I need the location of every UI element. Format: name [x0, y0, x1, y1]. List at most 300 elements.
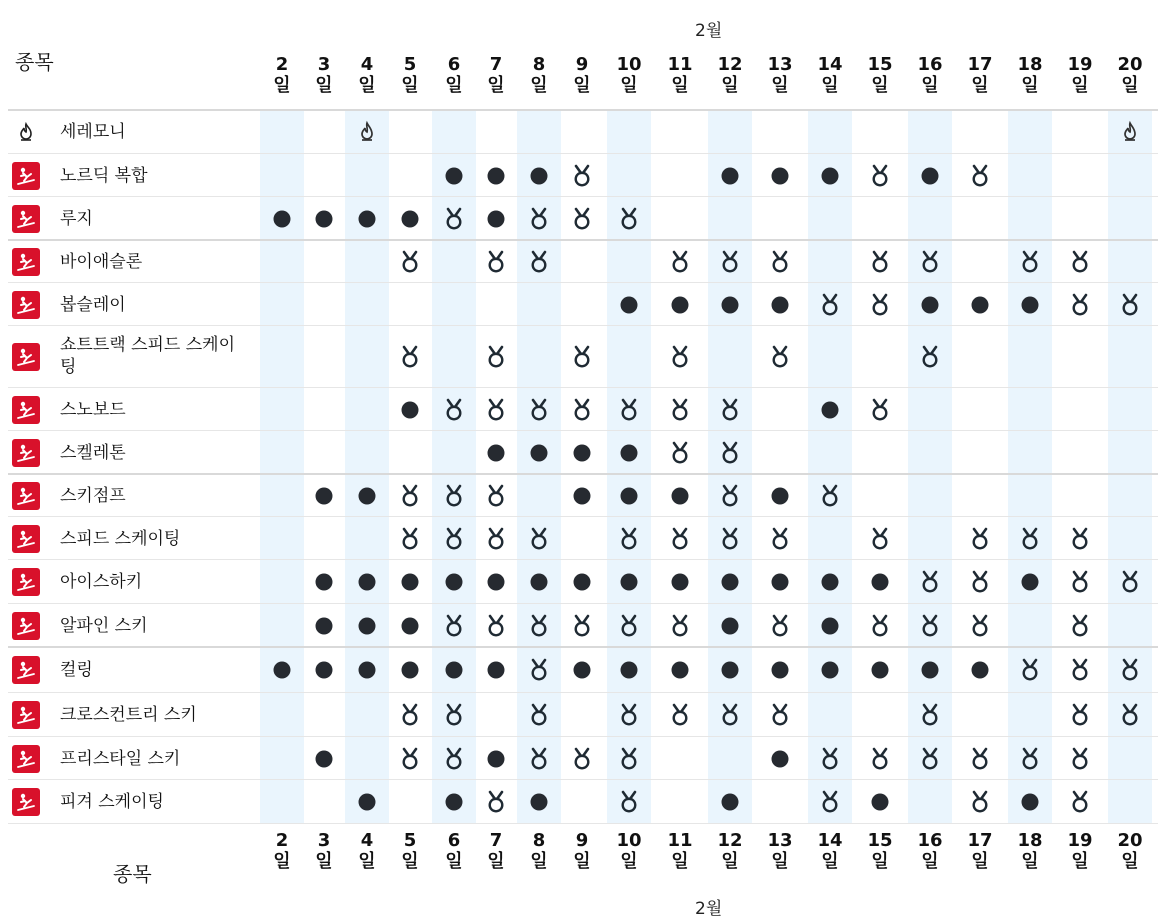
sport-name: 스켈레톤	[60, 442, 126, 463]
medal-event-icon	[570, 344, 594, 370]
event-dot	[570, 483, 594, 509]
medal-event-icon	[918, 344, 942, 370]
event-dot	[270, 657, 294, 683]
event-dot	[355, 206, 379, 232]
medal-event-icon	[527, 746, 551, 772]
medal-event-icon	[484, 344, 508, 370]
event-dot	[718, 613, 742, 639]
day-number: 17	[967, 830, 993, 851]
day-suffix: 일	[921, 851, 939, 872]
day-suffix: 일	[530, 851, 548, 872]
event-dot	[442, 789, 466, 815]
event-dot	[484, 746, 508, 772]
medal-event-icon	[1068, 526, 1092, 552]
event-dot	[718, 657, 742, 683]
medal-event-icon	[1068, 249, 1092, 275]
bottom-day-13	[757, 830, 803, 872]
day-suffix: 일	[671, 851, 689, 872]
event-dot	[818, 657, 842, 683]
medal-event-icon	[484, 249, 508, 275]
medal-event-icon	[617, 702, 641, 728]
event-dot	[768, 657, 792, 683]
event-dot	[442, 163, 466, 189]
medal-event-icon	[527, 397, 551, 423]
medal-event-icon	[918, 249, 942, 275]
event-dot	[312, 746, 336, 772]
day-number: 14	[817, 54, 843, 75]
top-day-19	[1057, 54, 1103, 96]
medal-event-icon	[1068, 657, 1092, 683]
day-number: 16	[917, 830, 943, 851]
event-dot	[398, 657, 422, 683]
day-suffix: 일	[401, 75, 419, 96]
medal-event-icon	[527, 206, 551, 232]
medal-event-icon	[868, 397, 892, 423]
event-dot	[617, 483, 641, 509]
sport-name: 알파인 스키	[60, 615, 148, 636]
day-suffix: 일	[921, 75, 939, 96]
event-dot	[718, 292, 742, 318]
row-divider	[8, 603, 1158, 604]
sport-name: 피겨 스케이팅	[60, 791, 164, 812]
medal-event-icon	[484, 789, 508, 815]
day-number: 6	[447, 54, 461, 75]
event-dot	[668, 569, 692, 595]
bottom-day-2	[259, 830, 305, 872]
event-dot	[918, 163, 942, 189]
medal-event-icon	[668, 397, 692, 423]
day-number: 15	[867, 830, 893, 851]
event-dot	[312, 613, 336, 639]
sport-name: 쇼트트랙 스피드 스케이팅	[60, 335, 236, 377]
event-dot	[918, 292, 942, 318]
medal-event-icon	[1118, 569, 1142, 595]
alpine-skiing-icon	[12, 612, 40, 640]
top-day-10	[606, 54, 652, 96]
bottom-day-7	[473, 830, 519, 872]
medal-event-icon	[398, 746, 422, 772]
day-suffix: 일	[671, 75, 689, 96]
row-divider	[8, 239, 1158, 241]
event-dot	[570, 657, 594, 683]
event-dot	[484, 163, 508, 189]
medal-event-icon	[968, 526, 992, 552]
medal-event-icon	[527, 613, 551, 639]
event-dot	[718, 569, 742, 595]
event-dot	[1018, 789, 1042, 815]
day-number: 18	[1017, 54, 1043, 75]
event-dot	[768, 292, 792, 318]
column-stripe	[808, 110, 852, 823]
freestyle-icon	[12, 745, 40, 773]
day-suffix: 일	[1021, 75, 1039, 96]
flame-icon	[12, 118, 40, 146]
event-dot	[868, 569, 892, 595]
event-dot	[398, 569, 422, 595]
medal-event-icon	[617, 397, 641, 423]
medal-event-icon	[868, 163, 892, 189]
event-dot	[355, 613, 379, 639]
sport-name: 아이스하키	[60, 572, 143, 592]
top-day-6	[431, 54, 477, 96]
day-suffix: 일	[1121, 851, 1139, 872]
sport-name: 세레모니	[60, 122, 126, 142]
top-day-20	[1107, 54, 1153, 96]
day-suffix: 일	[445, 851, 463, 872]
medal-event-icon	[527, 249, 551, 275]
event-dot	[668, 657, 692, 683]
medal-event-icon	[398, 344, 422, 370]
top-month-label: 2월	[695, 21, 723, 41]
event-dot	[527, 163, 551, 189]
event-dot	[570, 569, 594, 595]
event-dot	[968, 292, 992, 318]
medal-event-icon	[918, 746, 942, 772]
medal-event-icon	[668, 440, 692, 466]
event-dot	[398, 613, 422, 639]
row-divider	[8, 153, 1158, 154]
bottom-month-label: 2월	[695, 899, 723, 919]
figure-skating-icon	[12, 788, 40, 816]
day-suffix: 일	[273, 75, 291, 96]
day-suffix: 일	[821, 851, 839, 872]
day-number: 8	[532, 54, 546, 75]
medal-event-icon	[484, 526, 508, 552]
medal-event-icon	[527, 657, 551, 683]
top-day-16	[907, 54, 953, 96]
row-divider	[8, 736, 1158, 737]
medal-event-icon	[918, 569, 942, 595]
day-suffix: 일	[358, 851, 376, 872]
sport-name: 루지	[60, 208, 93, 229]
bottom-day-20	[1107, 830, 1153, 872]
row-divider	[8, 646, 1158, 648]
medal-event-icon	[1068, 789, 1092, 815]
medal-event-icon	[1068, 292, 1092, 318]
day-number: 10	[616, 830, 642, 851]
medal-event-icon	[968, 569, 992, 595]
top-day-7	[473, 54, 519, 96]
event-dot	[484, 569, 508, 595]
medal-event-icon	[1068, 702, 1092, 728]
medal-event-icon	[968, 163, 992, 189]
medal-event-icon	[442, 206, 466, 232]
day-suffix: 일	[721, 75, 739, 96]
medal-event-icon	[668, 613, 692, 639]
event-dot	[442, 657, 466, 683]
event-dot	[668, 483, 692, 509]
event-dot	[527, 789, 551, 815]
medal-event-icon	[768, 526, 792, 552]
medal-event-icon	[617, 789, 641, 815]
day-suffix: 일	[487, 75, 505, 96]
event-dot	[718, 163, 742, 189]
medal-event-icon	[398, 526, 422, 552]
bottom-day-8	[516, 830, 562, 872]
medal-event-icon	[1018, 249, 1042, 275]
sport-name: 스피드 스케이팅	[60, 528, 181, 549]
sport-name: 컬링	[60, 660, 93, 680]
day-suffix: 일	[871, 851, 889, 872]
day-number: 12	[717, 54, 743, 75]
day-number: 13	[767, 830, 793, 851]
medal-event-icon	[668, 526, 692, 552]
day-number: 3	[317, 830, 331, 851]
event-dot	[868, 657, 892, 683]
day-suffix: 일	[620, 851, 638, 872]
event-dot	[768, 569, 792, 595]
day-number: 10	[616, 54, 642, 75]
biathlon-icon	[12, 248, 40, 276]
medal-event-icon	[617, 613, 641, 639]
event-dot	[312, 657, 336, 683]
day-number: 12	[717, 830, 743, 851]
bottom-day-10	[606, 830, 652, 872]
day-suffix: 일	[821, 75, 839, 96]
medal-event-icon	[718, 526, 742, 552]
day-number: 8	[532, 830, 546, 851]
day-number: 11	[667, 830, 693, 851]
day-number: 11	[667, 54, 693, 75]
medal-event-icon	[718, 702, 742, 728]
medal-event-icon	[918, 613, 942, 639]
bottom-day-17	[957, 830, 1003, 872]
row-divider	[8, 387, 1158, 388]
medal-event-icon	[398, 702, 422, 728]
day-suffix: 일	[401, 851, 419, 872]
sport-name: 스키점프	[60, 485, 126, 506]
top-sport-column-label: 종목	[15, 50, 54, 74]
day-number: 2	[275, 54, 289, 75]
medal-event-icon	[868, 292, 892, 318]
sport-name: 스노보드	[60, 399, 126, 420]
bottom-sport-column-label: 종목	[113, 862, 152, 886]
row-divider	[8, 473, 1158, 475]
medal-event-icon	[1068, 746, 1092, 772]
luge-icon	[12, 205, 40, 233]
top-day-2	[259, 54, 305, 96]
top-day-9	[559, 54, 605, 96]
cross-country-icon	[12, 701, 40, 729]
bottom-day-15	[857, 830, 903, 872]
bottom-day-4	[344, 830, 390, 872]
event-dot	[527, 440, 551, 466]
ceremony-flame-icon	[355, 119, 379, 145]
bottom-day-3	[301, 830, 347, 872]
medal-event-icon	[1068, 613, 1092, 639]
day-number: 15	[867, 54, 893, 75]
event-dot	[768, 483, 792, 509]
day-suffix: 일	[771, 851, 789, 872]
medal-event-icon	[617, 746, 641, 772]
sport-name: 봅슬레이	[60, 294, 126, 315]
top-day-8	[516, 54, 562, 96]
event-dot	[270, 206, 294, 232]
event-dot	[668, 292, 692, 318]
event-dot	[768, 746, 792, 772]
day-number: 17	[967, 54, 993, 75]
medal-event-icon	[1018, 526, 1042, 552]
event-dot	[1018, 292, 1042, 318]
event-dot	[868, 789, 892, 815]
medal-event-icon	[570, 163, 594, 189]
top-day-12	[707, 54, 753, 96]
day-suffix: 일	[1071, 851, 1089, 872]
day-suffix: 일	[1021, 851, 1039, 872]
row-divider	[8, 196, 1158, 197]
day-suffix: 일	[1071, 75, 1089, 96]
day-number: 7	[489, 54, 503, 75]
medal-event-icon	[484, 397, 508, 423]
medal-event-icon	[868, 249, 892, 275]
row-divider	[8, 516, 1158, 517]
event-dot	[355, 789, 379, 815]
medal-event-icon	[868, 746, 892, 772]
event-dot	[570, 440, 594, 466]
medal-event-icon	[398, 483, 422, 509]
day-suffix: 일	[358, 75, 376, 96]
top-day-18	[1007, 54, 1053, 96]
medal-event-icon	[718, 440, 742, 466]
medal-event-icon	[617, 526, 641, 552]
day-number: 19	[1067, 830, 1093, 851]
snowboard-icon	[12, 396, 40, 424]
bobsleigh-icon	[12, 291, 40, 319]
top-day-3	[301, 54, 347, 96]
event-dot	[617, 292, 641, 318]
event-dot	[718, 789, 742, 815]
medal-event-icon	[484, 613, 508, 639]
event-dot	[818, 569, 842, 595]
day-number: 7	[489, 830, 503, 851]
event-dot	[617, 657, 641, 683]
bottom-day-14	[807, 830, 853, 872]
day-number: 2	[275, 830, 289, 851]
curling-icon	[12, 656, 40, 684]
bottom-day-11	[657, 830, 703, 872]
day-suffix: 일	[971, 851, 989, 872]
bottom-day-19	[1057, 830, 1103, 872]
sport-name: 바이애슬론	[60, 251, 143, 272]
day-number: 13	[767, 54, 793, 75]
event-dot	[617, 440, 641, 466]
row-divider	[8, 109, 1158, 111]
medal-event-icon	[442, 746, 466, 772]
day-number: 9	[575, 54, 589, 75]
day-number: 20	[1117, 830, 1143, 851]
medal-event-icon	[768, 344, 792, 370]
event-dot	[818, 397, 842, 423]
event-dot	[312, 483, 336, 509]
sport-name: 크로스컨트리 스키	[60, 705, 197, 725]
medal-event-icon	[668, 702, 692, 728]
medal-event-icon	[768, 702, 792, 728]
ski-jumping-icon	[12, 482, 40, 510]
ice-hockey-icon	[12, 568, 40, 596]
event-dot	[312, 206, 336, 232]
sport-name: 프리스타일 스키	[60, 748, 181, 769]
event-dot	[312, 569, 336, 595]
medal-event-icon	[442, 526, 466, 552]
day-number: 6	[447, 830, 461, 851]
medal-event-icon	[570, 746, 594, 772]
top-day-17	[957, 54, 1003, 96]
medal-event-icon	[484, 483, 508, 509]
bottom-day-9	[559, 830, 605, 872]
bottom-day-12	[707, 830, 753, 872]
medal-event-icon	[442, 613, 466, 639]
medal-event-icon	[570, 206, 594, 232]
medal-event-icon	[718, 483, 742, 509]
medal-event-icon	[398, 249, 422, 275]
event-dot	[398, 397, 422, 423]
day-suffix: 일	[315, 75, 333, 96]
medal-event-icon	[1118, 657, 1142, 683]
day-number: 18	[1017, 830, 1043, 851]
event-dot	[768, 163, 792, 189]
day-number: 9	[575, 830, 589, 851]
day-number: 14	[817, 830, 843, 851]
event-dot	[617, 569, 641, 595]
medal-event-icon	[968, 746, 992, 772]
event-dot	[527, 569, 551, 595]
medal-event-icon	[1118, 702, 1142, 728]
bottom-day-16	[907, 830, 953, 872]
short-track-icon	[12, 343, 40, 371]
day-suffix: 일	[315, 851, 333, 872]
day-suffix: 일	[871, 75, 889, 96]
top-day-4	[344, 54, 390, 96]
row-divider	[8, 692, 1158, 693]
day-suffix: 일	[620, 75, 638, 96]
medal-event-icon	[442, 483, 466, 509]
row-divider	[8, 779, 1158, 780]
event-dot	[355, 569, 379, 595]
day-suffix: 일	[273, 851, 291, 872]
bottom-day-6	[431, 830, 477, 872]
medal-event-icon	[718, 249, 742, 275]
medal-event-icon	[968, 613, 992, 639]
top-day-13	[757, 54, 803, 96]
column-stripe	[1008, 110, 1052, 823]
medal-event-icon	[818, 292, 842, 318]
day-suffix: 일	[721, 851, 739, 872]
medal-event-icon	[1118, 292, 1142, 318]
medal-event-icon	[442, 702, 466, 728]
day-suffix: 일	[1121, 75, 1139, 96]
day-number: 20	[1117, 54, 1143, 75]
medal-event-icon	[918, 702, 942, 728]
day-suffix: 일	[445, 75, 463, 96]
sport-name: 노르딕 복합	[60, 165, 148, 186]
medal-event-icon	[768, 613, 792, 639]
medal-event-icon	[527, 702, 551, 728]
medal-event-icon	[668, 249, 692, 275]
event-dot	[818, 613, 842, 639]
row-divider	[8, 325, 1158, 326]
row-divider	[8, 823, 1158, 824]
event-dot	[355, 483, 379, 509]
event-dot	[918, 657, 942, 683]
day-suffix: 일	[771, 75, 789, 96]
event-dot	[484, 206, 508, 232]
top-day-5	[387, 54, 433, 96]
day-number: 4	[360, 830, 374, 851]
day-suffix: 일	[573, 851, 591, 872]
day-suffix: 일	[971, 75, 989, 96]
skeleton-icon	[12, 439, 40, 467]
medal-event-icon	[818, 746, 842, 772]
